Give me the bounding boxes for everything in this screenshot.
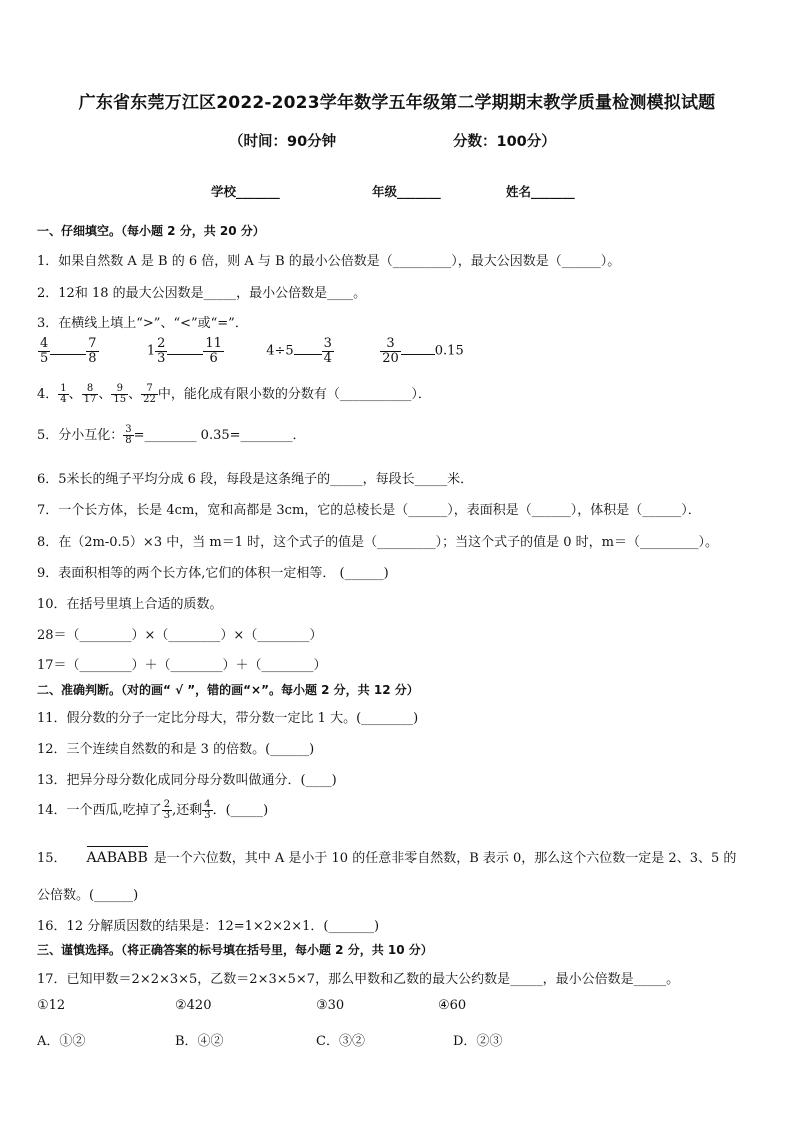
fraction: $\frac{1}{4}$ bbox=[60, 382, 67, 405]
answer-blank bbox=[401, 354, 435, 355]
question-11: 11．假分数的分子一定比分母大，带分数一定比 1 大。(________) bbox=[37, 711, 419, 726]
question-14: 14．一个西瓜,吃掉了 $\frac{2}{3}$ ,还剩 $\frac{4}{3}$ ．(_____) bbox=[37, 798, 269, 821]
question-6: 6．5米长的绳子平均分成 6 段，每段是这条绳子的_____，每段长_____米． bbox=[37, 472, 474, 487]
school-field: 学校_______ bbox=[211, 184, 280, 199]
section-3-heading: 三、谨慎选择。（将正确答案的标号填在括号里，每小题 2 分，共 10 分） bbox=[37, 943, 433, 957]
answer-blank bbox=[294, 354, 322, 355]
question-1: 1．如果自然数 A 是 B 的 6 倍，则 A 与 B 的最小公倍数是（_________），最大公因数是（______）。 bbox=[37, 254, 621, 269]
question-2: 2．12和 18 的最大公因数是_____，最小公倍数是____。 bbox=[37, 286, 367, 301]
overlined-number: AABABB bbox=[87, 846, 148, 866]
fraction: $\frac{2}{3}$ bbox=[157, 336, 166, 366]
fraction: $\frac{2}{3}$ bbox=[163, 798, 171, 821]
choice-d: D．②③ bbox=[453, 1034, 503, 1049]
question-5-tail: =________ 0.35=________． bbox=[133, 428, 306, 443]
fraction: $\frac{3}{20}$ bbox=[382, 336, 399, 366]
fraction: $\frac{3}{8}$ bbox=[125, 423, 132, 446]
question-10a: 28＝（________）×（________）×（________） bbox=[37, 628, 323, 643]
exam-score: 分数：100分） bbox=[453, 134, 556, 150]
question-3: 3．在横线上填上“>”、“<”或“=”． bbox=[37, 316, 248, 331]
question-15 bbox=[37, 846, 736, 866]
question-14-text: 14．一个西瓜,吃掉了 bbox=[37, 803, 162, 818]
question-15-continued: 公倍数。(______) bbox=[37, 888, 139, 903]
fraction: $\frac{4}{5}$ bbox=[40, 336, 49, 366]
choice-c: C．③② bbox=[316, 1034, 365, 1049]
mixed-number-whole: 1 bbox=[146, 343, 156, 359]
question-3-items bbox=[38, 337, 464, 365]
option-4: ④60 bbox=[438, 998, 467, 1013]
page-title: 广东省东莞万江区2022-2023学年数学五年级第二学期期末教学质量检测模拟试题 bbox=[78, 93, 716, 113]
division-expression: 4÷5 bbox=[266, 343, 294, 359]
name-field: 姓名_______ bbox=[506, 184, 575, 199]
question-10b: 17＝（________）＋（________）＋（________） bbox=[37, 658, 327, 673]
question-16: 16．12 分解质因数的结果是：12=1×2×2×1．(_______) bbox=[37, 919, 380, 934]
question-15-text: 是一个六位数，其中 A 是小于 10 的任意非零自然数，B 表示 0，那么这个六位数一定是 2、3、5 的 bbox=[153, 851, 737, 866]
decimal-value: 0.15 bbox=[434, 343, 464, 359]
choice-a: A．①② bbox=[37, 1034, 86, 1049]
fraction: $\frac{9}{15}$ bbox=[113, 382, 127, 405]
question-9: 9．表面积相等的两个长方体,它们的体积一定相等． (______) bbox=[37, 566, 389, 581]
exam-time: （时间：90分钟 bbox=[229, 134, 337, 150]
question-4-text: 中，能化成有限小数的分数有（___________）． bbox=[157, 387, 431, 402]
question-number: 4． bbox=[37, 387, 59, 402]
question-4: 4． $\frac{1}{4}$ 、 $\frac{8}{17}$ 、 $\frac{9}{15}$ 、 $\frac{7}{22}$ 中，能化成有限小数的分数有（___________）． bbox=[37, 382, 431, 405]
question-8: 8．在（2m-0.5）×3 中，当 m＝1 时，这个式子的值是（_________）；当这个式子的值是 0 时，m＝（_________）。 bbox=[37, 535, 718, 550]
option-2: ②420 bbox=[175, 998, 212, 1013]
section-2-heading: 二、准确判断。（对的画“ √ ”，错的画“×”。每小题 2 分，共 12 分） bbox=[37, 683, 419, 697]
option-1: ①12 bbox=[37, 998, 66, 1013]
fraction: $\frac{11}{6}$ bbox=[205, 336, 222, 366]
choice-b: B．④② bbox=[175, 1034, 224, 1049]
answer-blank bbox=[167, 354, 203, 355]
grade-field: 年级_______ bbox=[372, 184, 441, 199]
fraction: $\frac{7}{22}$ bbox=[143, 382, 156, 405]
question-12: 12．三个连续自然数的和是 3 的倍数。(______) bbox=[37, 742, 315, 757]
fraction: $\frac{8}{17}$ bbox=[83, 382, 97, 405]
fraction: $\frac{3}{4}$ bbox=[323, 336, 332, 366]
fraction: $\frac{4}{3}$ bbox=[204, 798, 211, 821]
option-3: ③30 bbox=[316, 998, 345, 1013]
question-7: 7．一个长方体，长是 4cm，宽和高都是 3cm，它的总棱长是（______），表面积是（______），体积是（______）． bbox=[37, 503, 701, 518]
question-5 bbox=[37, 424, 306, 447]
question-number: 15． bbox=[37, 851, 67, 866]
question-10: 10．在括号里填上合适的质数。 bbox=[37, 597, 223, 612]
fraction: $\frac{7}{8}$ bbox=[88, 336, 97, 366]
section-1-heading: 一、仔细填空。（每小题 2 分，共 20 分） bbox=[37, 224, 265, 238]
answer-blank bbox=[50, 354, 86, 355]
question-13: 13．把异分母分数化成同分母分数叫做通分．(____) bbox=[37, 773, 337, 788]
question-5-text: 5．分小互化： bbox=[37, 428, 124, 443]
question-17: 17．已知甲数＝2×2×3×5，乙数＝2×3×5×7，那么甲数和乙数的最大公约数是_____，最小公倍数是_____。 bbox=[37, 972, 680, 987]
